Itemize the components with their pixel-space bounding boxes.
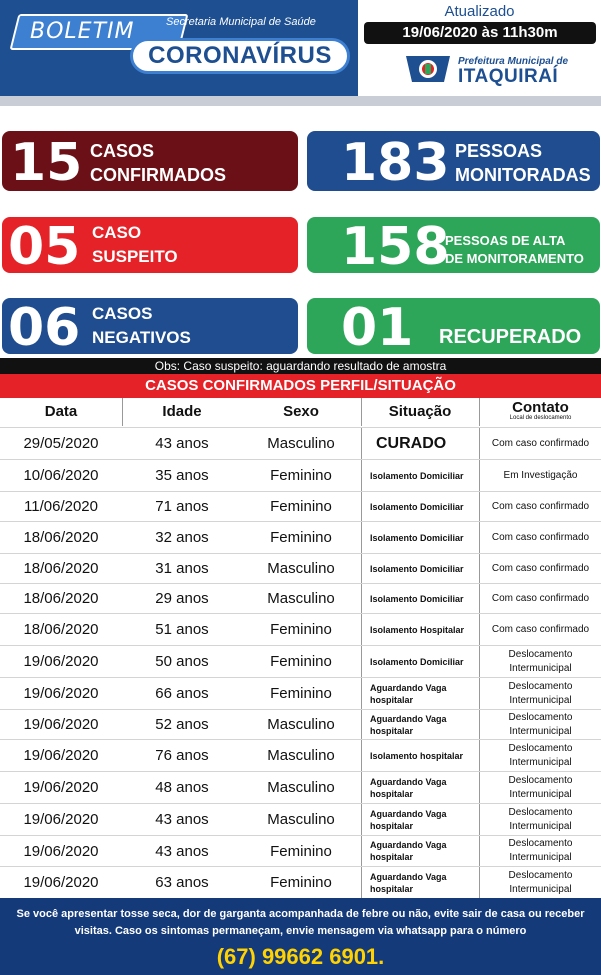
cell-situacao: Aguardando Vaga hospitalar (370, 776, 447, 799)
table-row (0, 803, 601, 835)
header-situacao: Situação (388, 403, 452, 420)
cell-sexo: Feminino (270, 529, 332, 546)
stat-negativos-line1: CASOS (92, 304, 153, 323)
cell-situacao: Isolamento hospitalar (370, 750, 464, 761)
divider (479, 804, 480, 835)
divider (479, 614, 480, 645)
table-row (0, 677, 601, 709)
cell-idade: 48 anos (155, 779, 209, 796)
table-row (0, 427, 601, 459)
divider (361, 554, 362, 583)
atualizado-label: Atualizado (444, 3, 515, 20)
stat-monitoradas-number: 183 (341, 133, 450, 193)
divider (361, 740, 362, 771)
stat-confirmados-line1: CASOS (90, 141, 155, 161)
cell-contato: Deslocamento Intermunicipal (508, 680, 573, 706)
update-datetime: 19/06/2020 às 11h30m (364, 22, 596, 44)
divider (361, 428, 362, 459)
stat-suspeito-number: 05 (8, 217, 81, 277)
stat-recuperado (307, 298, 600, 358)
prefeitura-line1: Prefeitura Municipal de (458, 56, 569, 67)
cell-contato: Com caso confirmado (491, 592, 590, 604)
divider (361, 678, 362, 709)
divider (479, 867, 480, 898)
divider (361, 804, 362, 835)
divider (361, 836, 362, 866)
cell-data: 29/05/2020 (23, 435, 99, 452)
cell-situacao: Aguardando Vaga hospitalar (370, 682, 447, 705)
table-row (0, 866, 601, 898)
cell-contato: Em Investigação (503, 469, 578, 481)
cell-sexo: Masculino (267, 590, 335, 607)
divider (361, 398, 362, 426)
header-data: Data (44, 403, 78, 420)
cell-contato: Deslocamento Intermunicipal (508, 774, 573, 800)
header-right-panel (358, 0, 601, 96)
cell-idade: 63 anos (155, 874, 209, 891)
cell-situacao: Isolamento Domiciliar (370, 470, 464, 481)
divider (479, 584, 480, 613)
cell-situacao: Isolamento Domiciliar (370, 593, 464, 604)
cell-contato: Com caso confirmado (491, 500, 590, 512)
footer (0, 898, 601, 975)
cell-data: 11/06/2020 (24, 498, 98, 515)
cell-idade: 31 anos (155, 560, 209, 577)
obs-note: Obs: Caso suspeito: aguardando resultado de amostra (0, 358, 601, 374)
stat-recuperado-label: RECUPERADO (439, 326, 582, 348)
cell-idade: 43 anos (155, 435, 209, 452)
stat-suspeito (2, 217, 298, 277)
cell-idade: 43 anos (155, 842, 209, 860)
divider (479, 460, 480, 491)
stat-negativos (2, 298, 298, 358)
divider (479, 522, 480, 553)
header (0, 0, 601, 96)
cell-situacao: Aguardando Vaga hospitalar (370, 713, 447, 736)
stat-suspeito-line2: SUSPEITO (92, 247, 178, 266)
stat-confirmados-line2: CONFIRMADOS (90, 165, 226, 185)
header-left-panel (0, 0, 358, 96)
cell-contato: Com caso confirmado (491, 531, 590, 543)
header-divider (0, 96, 601, 106)
cell-sexo: Feminino (270, 653, 332, 670)
cell-idade: 35 anos (155, 467, 209, 484)
cell-data: 18/06/2020 (23, 529, 99, 546)
table-row (0, 613, 601, 645)
cell-contato: Deslocamento Intermunicipal (508, 806, 573, 832)
cell-idade: 52 anos (155, 716, 209, 733)
divider (479, 678, 480, 709)
cell-situacao: Isolamento Domiciliar (370, 501, 464, 512)
table-title: CASOS CONFIRMADOS PERFIL/SITUAÇÃO (0, 374, 601, 398)
coronavirus-title: CORONAVÍRUS (148, 42, 332, 69)
cell-contato: Deslocamento Intermunicipal (508, 869, 573, 895)
cell-sexo: Masculino (267, 435, 335, 452)
stat-monitoradas (307, 131, 600, 191)
divider (361, 710, 362, 739)
cell-situacao: Isolamento Domiciliar (370, 656, 464, 667)
table-row (0, 771, 601, 803)
cell-idade: 71 anos (155, 498, 209, 515)
cell-sexo: Feminino (270, 467, 332, 484)
prefeitura-logo-icon (404, 52, 452, 86)
cell-data: 18/06/2020 (23, 621, 99, 638)
cell-data: 18/06/2020 (23, 590, 99, 607)
cell-idade: 66 anos (155, 685, 209, 702)
cell-situacao: Isolamento Domiciliar (370, 532, 464, 543)
cell-contato: Deslocamento Intermunicipal (508, 742, 573, 768)
cell-contato: Com caso confirmado (491, 562, 590, 574)
cell-contato: Deslocamento Intermunicipal (508, 648, 573, 674)
divider (361, 646, 362, 677)
cell-data: 19/06/2020 (23, 716, 99, 733)
table-row (0, 835, 601, 866)
cell-situacao: Aguardando Vaga hospitalar (370, 840, 447, 862)
divider (479, 398, 480, 426)
table-row (0, 521, 601, 553)
cell-situacao: Aguardando Vaga hospitalar (370, 808, 447, 831)
divider (361, 772, 362, 803)
cell-data: 19/06/2020 (23, 653, 99, 670)
header-contato-label: Contato (512, 399, 569, 416)
cell-contato: Deslocamento Intermunicipal (508, 711, 573, 737)
footer-message: Se você apresentar tosse seca, dor de garganta acompanhada de febre ou não, evite sair de casa ou receber visitas. Caso os sintomas permaneçam, envie mensagem via whatsapp para o número (16, 908, 585, 937)
cell-situacao: Isolamento Hospitalar (370, 624, 465, 635)
divider (479, 428, 480, 459)
divider (122, 398, 123, 426)
table-row (0, 583, 601, 613)
divider (479, 836, 480, 866)
cell-data: 19/06/2020 (23, 779, 99, 796)
table-row (0, 491, 601, 521)
table-header (0, 398, 601, 426)
cell-sexo: Feminino (270, 874, 332, 891)
cell-idade: 32 anos (155, 529, 209, 546)
divider (361, 584, 362, 613)
stat-monitoradas-line1: PESSOAS (455, 141, 543, 161)
stat-negativos-number: 06 (8, 298, 81, 358)
stat-suspeito-line1: CASO (92, 223, 142, 242)
cell-idade: 51 anos (155, 621, 209, 638)
cell-sexo: Masculino (267, 747, 335, 764)
header-contato-sub: Local de deslocamento (509, 415, 572, 421)
header-sexo: Sexo (283, 403, 319, 420)
stat-alta-number: 158 (341, 217, 450, 277)
cell-sexo: Feminino (270, 842, 332, 860)
stat-alta-line1: PESSOAS DE ALTA (445, 233, 566, 248)
cell-sexo: Masculino (267, 811, 335, 828)
stat-confirmados (2, 131, 298, 191)
cell-sexo: Feminino (270, 498, 332, 515)
stat-negativos-line2: NEGATIVOS (92, 328, 191, 347)
cell-idade: 76 anos (155, 747, 209, 764)
stat-recuperado-number: 01 (341, 298, 414, 358)
divider (479, 492, 480, 521)
stat-alta-line2: DE MONITORAMENTO (445, 251, 584, 266)
header-contato (480, 398, 601, 426)
cell-situacao: Isolamento Domiciliar (370, 563, 464, 574)
cell-data: 19/06/2020 (23, 811, 99, 828)
cell-data: 10/06/2020 (23, 467, 99, 484)
cell-contato: Deslocamento Intermunicipal (508, 838, 573, 863)
boletim-label: BOLETIM (30, 19, 135, 44)
cell-situacao: Aguardando Vaga hospitalar (370, 871, 447, 894)
divider (479, 772, 480, 803)
divider (361, 867, 362, 898)
table-row (0, 709, 601, 739)
cell-idade: 50 anos (155, 653, 209, 670)
cell-sexo: Feminino (270, 621, 332, 638)
prefeitura-line2: ITAQUIRAÍ (458, 66, 559, 87)
cell-data: 19/06/2020 (23, 685, 99, 702)
table-row (0, 553, 601, 583)
divider (361, 614, 362, 645)
cell-data: 18/06/2020 (23, 560, 99, 577)
cell-data: 19/06/2020 (23, 842, 99, 860)
footer-phone: (67) 99662 6901. (216, 944, 385, 969)
divider (479, 710, 480, 739)
cell-idade: 43 anos (155, 811, 209, 828)
stat-alta (307, 217, 600, 277)
cell-data: 19/06/2020 (23, 747, 99, 764)
secretaria-label: Secretaria Municipal de Saúde (166, 16, 316, 28)
coronavirus-pill (130, 38, 350, 74)
cell-situacao: CURADO (376, 434, 447, 452)
table-row (0, 459, 601, 491)
divider (479, 740, 480, 771)
cell-sexo: Masculino (267, 560, 335, 577)
divider (361, 460, 362, 491)
divider (361, 522, 362, 553)
table-row (0, 739, 601, 771)
cell-sexo: Masculino (267, 716, 335, 733)
divider (361, 492, 362, 521)
header-idade: Idade (162, 403, 202, 420)
stat-confirmados-number: 15 (10, 133, 83, 193)
cell-idade: 29 anos (155, 590, 209, 607)
divider (479, 554, 480, 583)
table-row (0, 645, 601, 677)
cell-sexo: Feminino (270, 685, 332, 702)
cell-data: 19/06/2020 (23, 874, 99, 891)
cell-sexo: Masculino (267, 779, 335, 796)
stat-monitoradas-line2: MONITORADAS (455, 165, 591, 185)
cell-contato: Com caso confirmado (491, 623, 590, 635)
cell-contato: Com caso confirmado (491, 437, 590, 449)
divider (479, 646, 480, 677)
